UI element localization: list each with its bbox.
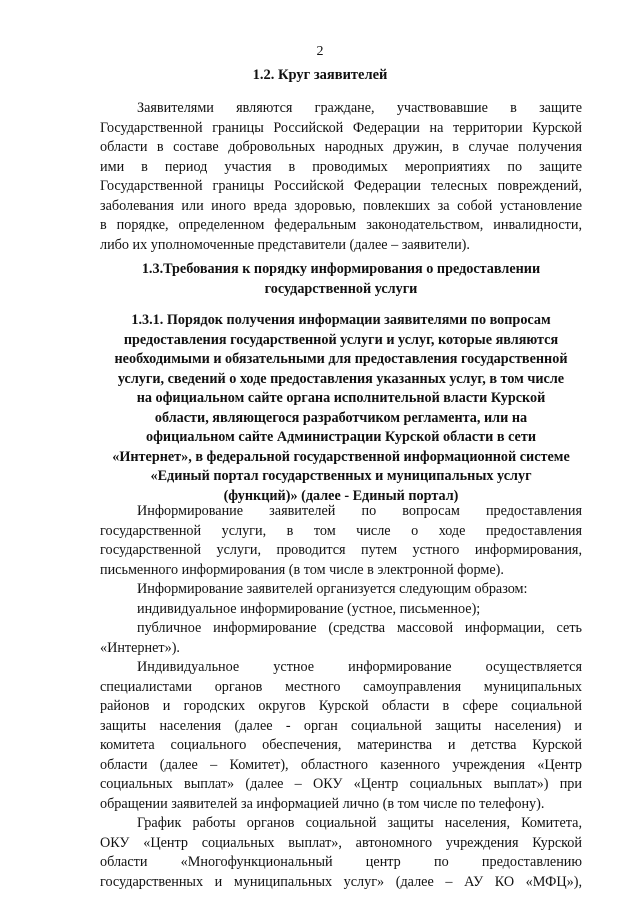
text-line: заболевания или иного вреда здоровью, повлекших за собой установление — [100, 197, 582, 214]
text-line: государственной услуги, проводится путем устного информирования, — [100, 542, 582, 558]
heading-line: «Единый портал государственных и муниципальных услуг — [150, 468, 532, 484]
text-line: публичное информирование (средства массовой информации, сеть — [137, 620, 582, 636]
text-line: обращении заявителей за информацией лично (в том числе по телефону). — [100, 795, 545, 812]
heading-line: официальном сайте Администрации Курской области в сети — [146, 429, 536, 445]
heading-line: необходимыми и обязательными для предоставления государственной — [114, 351, 568, 367]
text-line: государственных и муниципальных услуг» (далее – АУ КО «МФЦ»), — [100, 873, 582, 890]
paragraph-informing — [100, 502, 582, 892]
section-heading-1-3-1 — [100, 311, 582, 506]
text-line: районов и городских округов Курской области в сфере социальной — [100, 698, 582, 714]
paragraph-applicants — [100, 99, 582, 255]
text-line: защиты населения (далее - орган социальной защиты населения) и — [100, 717, 582, 734]
text-line: области в составе добровольных народных дружин, в случае получения — [100, 139, 582, 155]
heading-line: 1.3.1. Порядок получения информации заявителями по вопросам — [131, 312, 551, 328]
text-line: области (далее – Комитет), областного казенного учреждения «Центр — [100, 756, 582, 773]
heading-line: услуги, сведений о ходе предоставления указанных услуг, в том числе — [117, 370, 565, 387]
text-line: в порядке, определенном федеральным законодательством, инвалидности, — [100, 217, 582, 233]
text-line: Информирование заявителей по вопросам предоставления — [137, 503, 582, 519]
heading-line: области, являющегося разработчиком регламента, или на — [154, 409, 528, 426]
section-heading-1-3 — [100, 260, 582, 299]
heading-line: государственной услуги — [264, 280, 418, 297]
text-line: социальных выплат» (далее – ОКУ «Центр социальных выплат») при — [100, 776, 582, 792]
text-line: государственной услуги, в том числе о ходе предоставления — [100, 522, 582, 539]
text-line: Государственной границы Российской Федерации телесных повреждений, — [100, 178, 582, 194]
text-line: письменного информирования (в том числе в электронной форме). — [100, 561, 504, 578]
text-line: График работы органов социальной защиты населения, Комитета, — [137, 815, 582, 831]
text-line: Индивидуальное устное информирование осуществляется — [137, 659, 582, 675]
text-line: Государственной границы Российской Федерации на территории Курской — [100, 119, 582, 136]
text-line: комитета социального обеспечения, материнства и детства Курской — [100, 737, 582, 753]
text-line: либо их уполномоченные представители (далее – заявители). — [100, 236, 470, 253]
heading-line: (функций)» (далее - Единый портал) — [223, 487, 459, 504]
text-line: специалистами органов местного самоуправления муниципальных — [100, 678, 582, 695]
heading-line: предоставления государственной услуги и услуг, которые являются — [123, 331, 559, 348]
text-line: индивидуальное информирование (устное, письменное); — [137, 600, 481, 617]
text-line: Заявителями являются граждане, участвовавшие в защите — [137, 100, 582, 116]
heading-line: «Интернет», в федеральной государственной информационной системе — [112, 448, 570, 465]
heading-line: 1.3.Требования к порядку информирования о предоставлении — [141, 261, 541, 277]
heading-line: на официальном сайте органа исполнительной власти Курской — [136, 390, 546, 406]
text-line: «Интернет»). — [100, 639, 180, 656]
page-number: 2 — [316, 44, 324, 59]
section-title-1-2: 1.2. Круг заявителей — [252, 67, 388, 83]
text-line: ОКУ «Центр социальных выплат», автономного учреждения Курской — [100, 834, 582, 851]
text-line: ими в период участия в проводимых мероприятиях по защите — [100, 158, 582, 175]
text-line: области «Многофункциональный центр по предоставлению — [100, 854, 582, 870]
text-line: Информирование заявителей организуется следующим образом: — [137, 581, 528, 597]
